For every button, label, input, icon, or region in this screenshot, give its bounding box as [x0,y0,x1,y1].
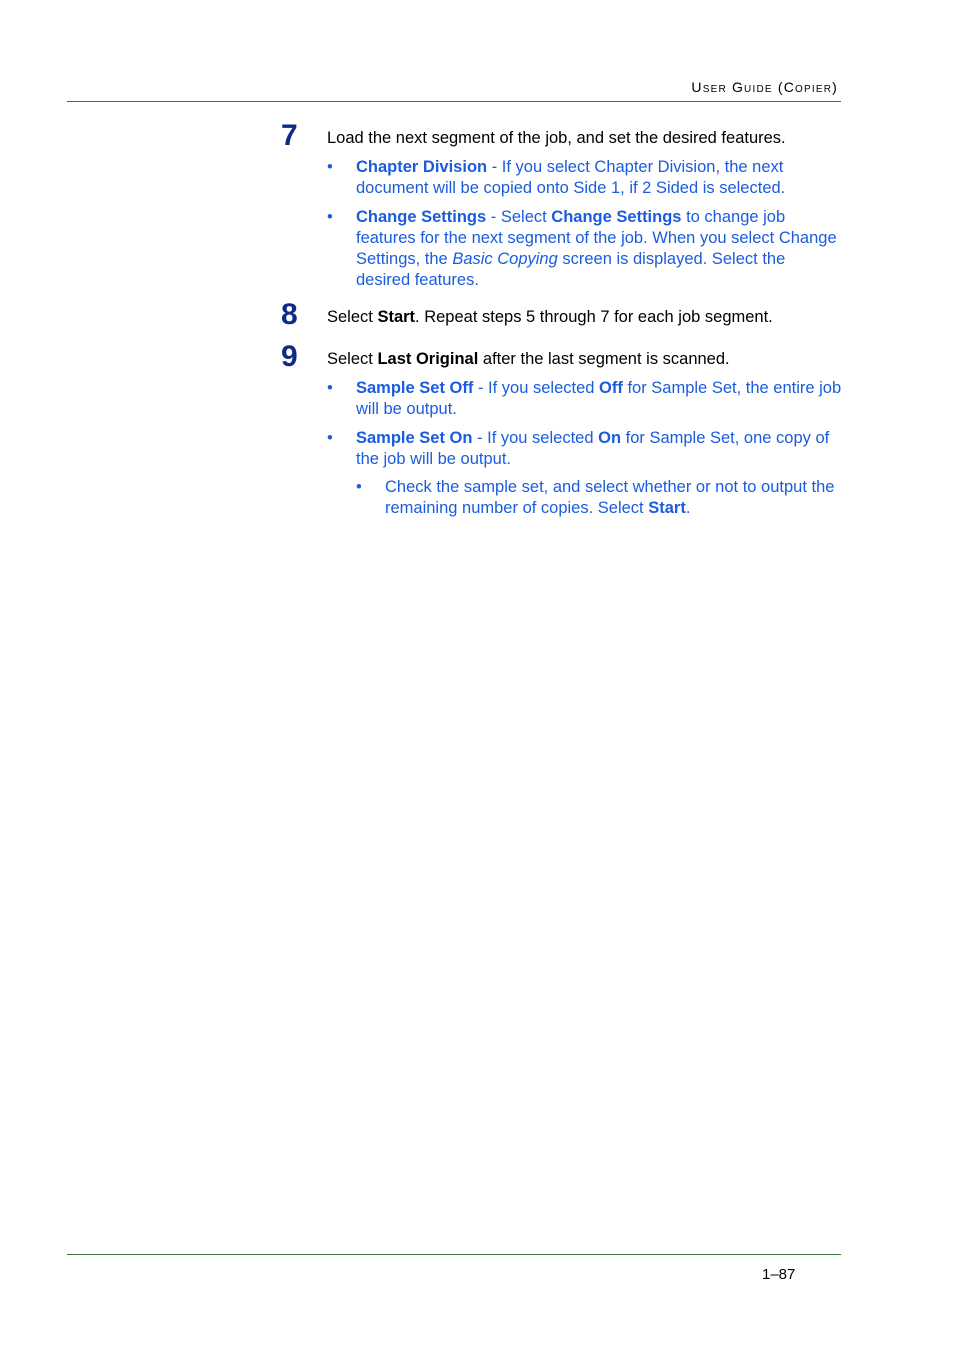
header-rule [67,101,841,102]
bold-run: Chapter Division [356,158,488,176]
text-run: - Select [486,208,552,226]
bullet-dot: • [356,478,362,496]
bold-run: Start [377,308,416,326]
text-run: for Sample Set, the entire job will be output. [356,379,842,418]
text-run: . [685,499,691,517]
bullet-text [356,428,842,470]
bold-run: Start [648,499,686,517]
bullet-dot: • [327,379,333,397]
bullet-text [356,378,842,420]
bold-run: Last Original [377,350,479,368]
text-run: Select [327,308,378,326]
bold-run: On [598,429,622,447]
text-run: - If you select Chapter Division, the next document will be copied onto Side 1, if 2 Sided is selected. [356,158,786,197]
text-run: after the last segment is scanned. [478,350,730,368]
text-run: for Sample Set, one copy of the job will be output. [356,429,830,468]
text-run: Select [327,350,378,368]
footer-rule [67,1254,841,1255]
text-run: - If you selected [472,429,599,447]
bullet-text [356,157,842,199]
step-8-text [327,307,847,328]
bullet-dot: • [327,158,333,176]
bold-run: Change Settings [356,208,487,226]
bullet-dot: • [327,208,333,226]
bold-run: Change Settings [551,208,682,226]
text-run: - If you selected [473,379,600,397]
text-run: . Repeat steps 5 through 7 for each job segment. [415,308,773,326]
page-number: 1–87 [762,1266,796,1283]
bullet-dot: • [327,429,333,447]
text-run: Load the next segment of the job, and set the desired features. [327,129,786,147]
bold-run: Off [599,379,623,397]
step-number-9: 9 [281,340,298,373]
text-run: Check the sample set, and select whether or not to output the remaining number of copies. Select [385,478,835,517]
bold-run: Sample Set On [356,429,473,447]
step-9-text [327,349,847,370]
step-number-7: 7 [281,119,298,152]
bullet-text [356,207,842,291]
step-number-8: 8 [281,298,298,331]
text-run: to change job features for the next segment of the job. When you select Change Settings, the [356,208,837,268]
page-header-title: User Guide (Copier) [691,79,838,95]
bold-run: Sample Set Off [356,379,474,397]
italic-run: Basic Copying [452,250,558,268]
step-7-text [327,128,847,149]
bullet-text [385,477,842,519]
text-run: screen is displayed. Select the desired features. [356,250,786,289]
